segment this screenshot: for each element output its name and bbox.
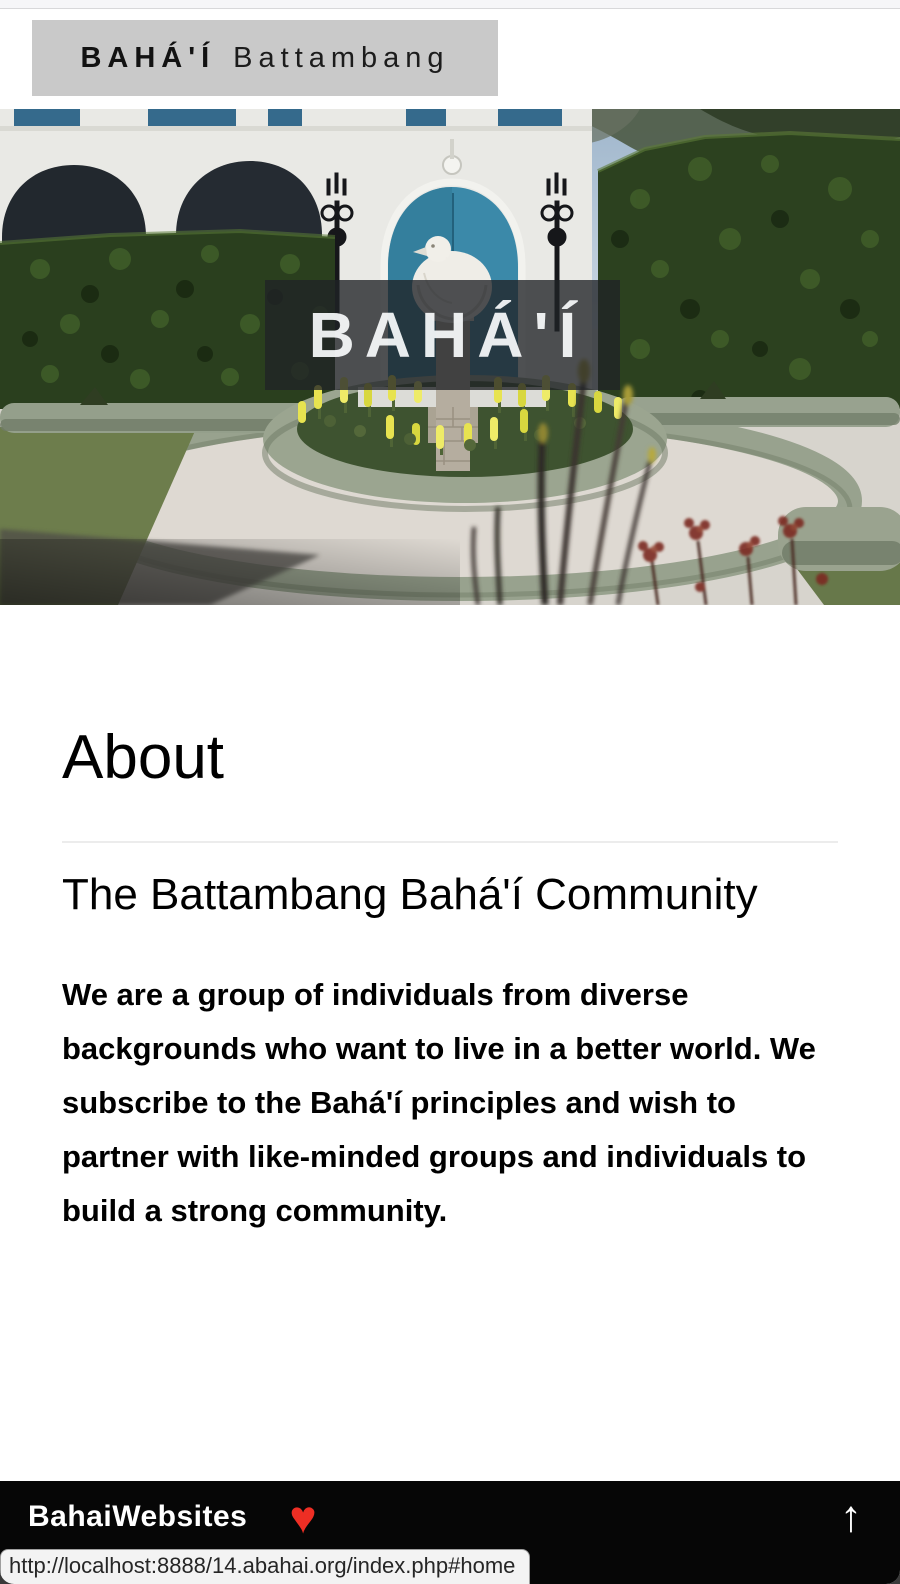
arrow-up-icon[interactable]: ↑ xyxy=(840,1492,862,1541)
hero-banner xyxy=(0,109,900,605)
page-title: About xyxy=(62,723,225,792)
browser-top-strip xyxy=(0,0,900,9)
logo-primary-text: BAHÁ'Í xyxy=(80,41,216,74)
footer-brand-link[interactable]: BahaiWebsites xyxy=(28,1500,248,1533)
about-subtitle: The Battambang Bahá'í Community xyxy=(62,870,758,920)
status-bar-url-tooltip xyxy=(0,1549,530,1584)
site-logo[interactable] xyxy=(32,20,498,96)
heart-icon: ♥ xyxy=(289,1491,317,1543)
status-url-text: http://localhost:8888/14.abahai.org/index.php#home xyxy=(9,1553,516,1578)
section-divider xyxy=(62,841,838,843)
about-body-text: We are a group of individuals from diverse backgrounds who want to live in a better world. We subscribe to the Bahá'í principles and wish to partner with like-minded groups and individuals to build a strong community. xyxy=(62,977,816,1229)
hero-title-overlay xyxy=(265,280,620,390)
logo-secondary-text: Battambang xyxy=(233,41,450,74)
hero-title: BAHÁ'Í xyxy=(308,299,587,371)
about-section xyxy=(0,721,900,1238)
footer-row xyxy=(0,1481,900,1543)
site-header xyxy=(0,9,900,96)
